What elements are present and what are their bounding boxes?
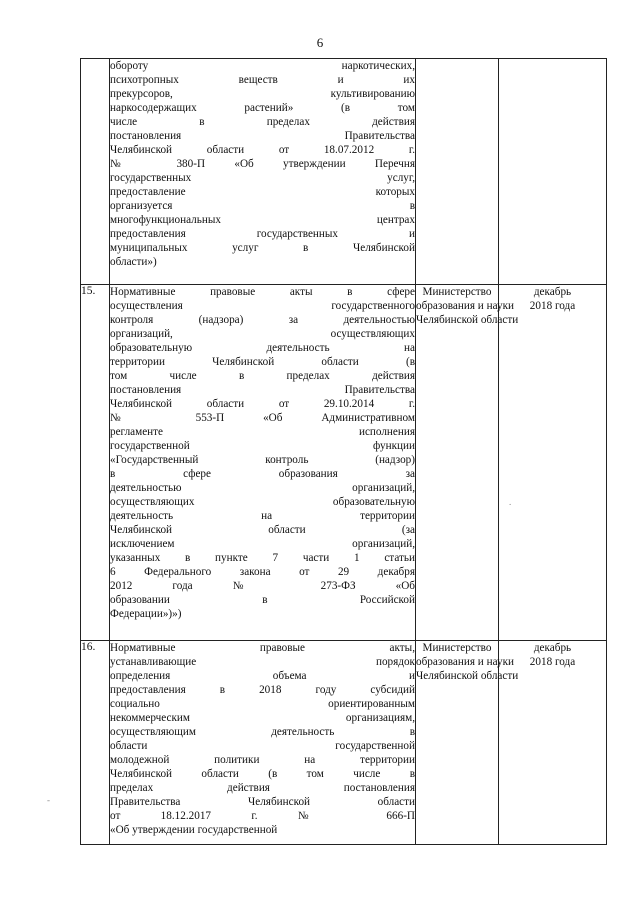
row-number: 16.	[81, 641, 110, 845]
description-line: регламенте исполнения	[110, 426, 415, 438]
description-line: осуществления государственного	[110, 300, 415, 312]
description-line: от 18.12.2017 г. № 666-П	[110, 810, 415, 822]
description-line: Нормативные правовые акты,	[110, 642, 415, 654]
description-line: социально ориентированным	[110, 698, 415, 710]
description-line: пределах действия постановления	[110, 782, 415, 794]
description-line: «Государственный контроль (надзор)	[110, 454, 415, 466]
description-line: предоставления государственных и	[110, 228, 415, 240]
description-line: осуществляющим деятельность в	[110, 726, 415, 738]
description-line: указанных в пункте 7 части 1 статьи	[110, 552, 415, 564]
description-line: числе в пределах действия	[110, 116, 415, 128]
deadline-line: декабрь	[533, 286, 572, 298]
act-description	[110, 59, 416, 285]
description-line: государственной функции	[110, 440, 415, 452]
act-description	[110, 285, 416, 641]
margin-dash: -	[47, 795, 50, 805]
description-line: в сфере образования за	[110, 468, 415, 480]
description-line: территории Челябинской области (в	[110, 356, 415, 368]
description-line: Челябинской области от 29.10.2014 г.	[110, 398, 415, 410]
act-description	[110, 641, 416, 845]
description-line: № 553-П «Об Административном	[110, 412, 415, 424]
deadline-line: декабрь	[533, 642, 572, 654]
organization-line: Челябинской области	[416, 314, 519, 326]
description-line: организаций, осуществляющих	[110, 328, 415, 340]
description-line: определения объема и	[110, 670, 415, 682]
description-line: Правительства Челябинской области	[110, 796, 415, 808]
organization-line: образования и науки	[416, 300, 514, 312]
description-line: деятельность на территории	[110, 510, 415, 522]
description-line: Федерации»)»)	[110, 608, 182, 620]
description-line: Челябинской области (за	[110, 524, 415, 536]
deadline-line: 2018 года	[529, 656, 576, 668]
responsible-organization	[416, 59, 499, 285]
row-number: 15.	[81, 285, 110, 641]
organization-line: образования и науки	[416, 656, 514, 668]
description-line: том числе в пределах действия	[110, 370, 415, 382]
description-line: Челябинской области от 18.07.2012 г.	[110, 144, 415, 156]
description-line: предоставления в 2018 году субсидий	[110, 684, 415, 696]
description-line: осуществляющих образовательную	[110, 496, 415, 508]
description-line: контроля (надзора) за деятельностью	[110, 314, 415, 326]
table-row	[81, 641, 607, 845]
description-line: наркосодержащих растений» (в том	[110, 102, 415, 114]
description-line: обороту наркотических,	[110, 60, 415, 72]
row-number	[81, 59, 110, 285]
description-line: деятельностью организаций,	[110, 482, 415, 494]
description-line: муниципальных услуг в Челябинской	[110, 242, 415, 254]
plan-table	[80, 58, 607, 845]
organization-line: Министерство	[422, 286, 492, 298]
description-line: государственных услуг,	[110, 172, 415, 184]
responsible-organization	[416, 641, 519, 845]
description-line: постановления Правительства	[110, 130, 415, 142]
table-row	[81, 59, 607, 285]
description-line: исключением организаций,	[110, 538, 415, 550]
description-line: образовании в Российской	[110, 594, 415, 606]
description-line: № 380-П «Об утверждении Перечня	[110, 158, 415, 170]
description-line: 6 Федерального закона от 29 декабря	[110, 566, 415, 578]
description-line: молодежной политики на территории	[110, 754, 415, 766]
description-line: многофункциональных центрах	[110, 214, 415, 226]
deadline-line: 2018 года	[529, 300, 576, 312]
description-line: организуется в	[110, 200, 415, 212]
table-row	[81, 285, 607, 641]
description-line: области»)	[110, 256, 157, 268]
description-line: устанавливающие порядок	[110, 656, 415, 668]
margin-dot: .	[509, 497, 512, 507]
description-line: предоставление которых	[110, 186, 415, 198]
description-line: прекурсоров, культивированию	[110, 88, 415, 100]
organization-line: Челябинской области	[416, 670, 519, 682]
organization-line: Министерство	[422, 642, 492, 654]
deadline	[499, 59, 607, 285]
description-line: некоммерческим организациям,	[110, 712, 415, 724]
page-number: 6	[316, 35, 324, 50]
description-line: образовательную деятельность на	[110, 342, 415, 354]
description-line: 2012 года № 273-ФЗ «Об	[110, 580, 415, 592]
description-line: психотропных веществ и их	[110, 74, 415, 86]
description-line: постановления Правительства	[110, 384, 415, 396]
deadline	[499, 285, 607, 641]
description-line: области государственной	[110, 740, 415, 752]
description-line: Челябинской области (в том числе в	[110, 768, 415, 780]
description-line: Нормативные правовые акты в сфере	[110, 286, 415, 298]
responsible-organization	[416, 285, 519, 641]
description-line: «Об утверждении государственной	[110, 824, 278, 836]
